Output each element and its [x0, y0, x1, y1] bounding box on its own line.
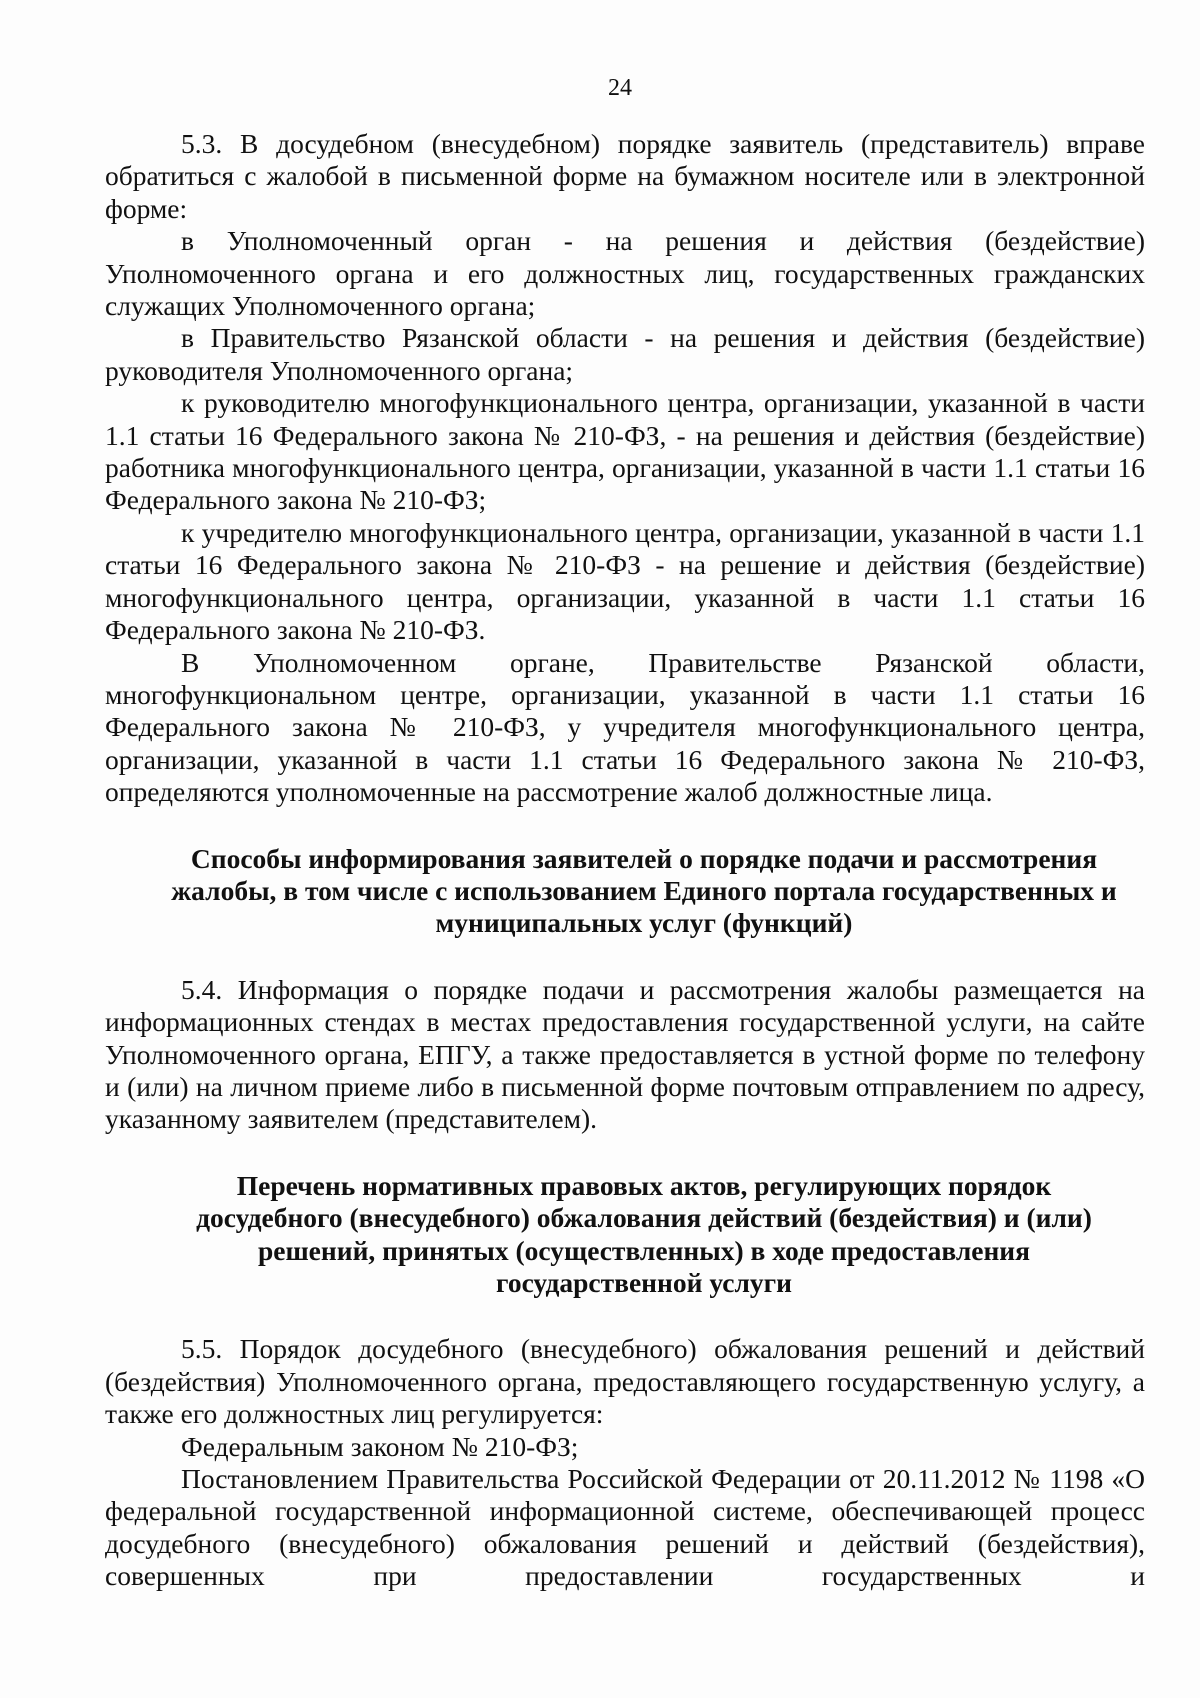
paragraph-5-5: 5.5. Порядок досудебного (внесудебного) обжалования решений и действий (бездействия) Уполномоченного органа, предоставляющего государственную услугу, а также его должностных лиц регулируется:: [105, 1333, 1145, 1430]
heading-line: жалобы, в том числе с использованием Единого портала государственных и: [171, 874, 1117, 906]
spacer: [105, 940, 1145, 974]
heading-line: Способы информирования заявителей о порядке подачи и рассмотрения: [190, 842, 1098, 874]
paragraph-mfc-founder: к учредителю многофункционального центра, организации, указанной в части 1.1 статьи 16 Федерального закона № 210-ФЗ - на решение и действия (бездействие) многофункционального центра, организации, указанной в части 1.1 статьи 16 Федерального закона № 210-ФЗ.: [105, 516, 1145, 646]
spacer: [105, 1299, 1145, 1333]
page-number: 24: [608, 75, 632, 101]
paragraph-federal-law: Федеральным законом № 210-ФЗ;: [181, 1430, 579, 1462]
paragraph-government-decree: Постановлением Правительства Российской Федерации от 20.11.2012 № 1198 «О федеральной государственной информационной системе, обеспечивающей процесс досудебного (внесудебного) обжалования решений и действий (бездействия), совершенных при предоставлении государственных и: [105, 1463, 1145, 1592]
section-heading-legal-acts: [105, 1170, 1145, 1300]
paragraph-officials: В Уполномоченном органе, Правительстве Рязанской области, многофункциональном центре, организации, указанной в части 1.1 статьи 16 Федерального закона № 210-ФЗ, у учредителя многофункционального центра, организации, указанной в части 1.1 статьи 16 Федерального закона № 210-ФЗ, определяются уполномоченные на рассмотрение жалоб должностные лица.: [105, 646, 1145, 808]
heading-line: Перечень нормативных правовых актов, регулирующих порядок: [236, 1169, 1052, 1201]
spacer: [105, 809, 1145, 843]
paragraph-5-3: 5.3. В досудебном (внесудебном) порядке заявитель (представитель) вправе обратиться с жалобой в письменной форме на бумажном носителе или в электронной форме:: [105, 128, 1145, 224]
paragraph-mfc-head: к руководителю многофункционального центра, организации, указанной в части 1.1 статьи 16 Федерального закона № 210-ФЗ, - на решения и действия (бездействие) работника многофункционального центра, организации, указанной в части 1.1 статьи 16 Федерального закона № 210-ФЗ;: [105, 387, 1145, 516]
paragraph-authorized-body: в Уполномоченный орган - на решения и действия (бездействие) Уполномоченного органа и его должностных лиц, государственных гражданских служащих Уполномоченного органа;: [105, 225, 1145, 322]
heading-line: государственной услуги: [496, 1267, 792, 1298]
heading-line: досудебного (внесудебного) обжалования действий (бездействия) и (или): [196, 1202, 1092, 1234]
document-body: [105, 128, 1145, 1593]
paragraph-5-4: 5.4. Информация о порядке подачи и рассмотрения жалобы размещается на информационных стендах в местах предоставления государственной услуги, на сайте Уполномоченного органа, ЕПГУ, а также предоставляется в устной форме по телефону и (или) на личном приеме либо в письменной форме почтовым отправлением по адресу, указанному заявителем (представителем).: [105, 973, 1145, 1135]
spacer: [105, 1136, 1145, 1170]
paragraph-government: в Правительство Рязанской области - на решения и действия (бездействие) руководителя Уполномоченного органа;: [105, 322, 1145, 386]
heading-line: муниципальных услуг (функций): [435, 907, 853, 939]
section-heading-informing: [105, 843, 1145, 940]
heading-line: решений, принятых (осуществленных) в ходе предоставления: [257, 1234, 1031, 1266]
